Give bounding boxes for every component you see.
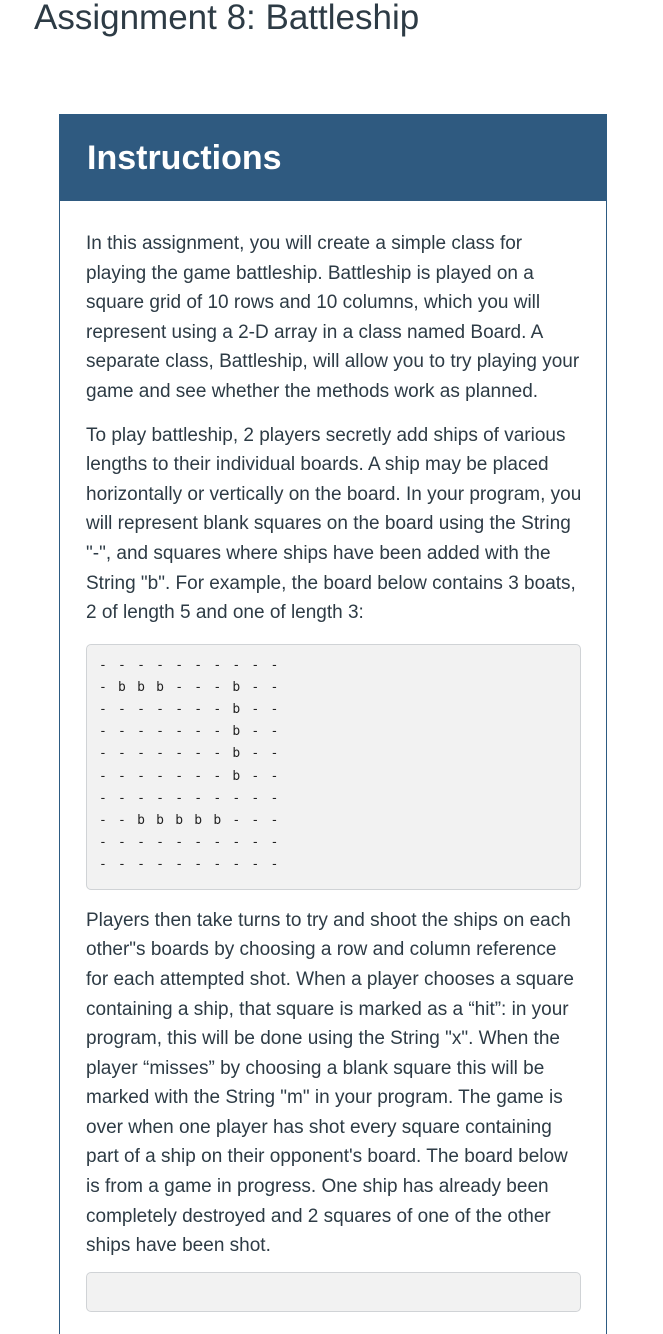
instructions-body [60,201,582,1261]
setup-paragraph: To play battleship, 2 players secretly add ships of various lengths to their individual boards. A ship may be placed horizontally or vertically on the board. In your program, you will represent blank squares on the board using the String "-", and squares where ships have been added with the String "b". For example, the board below contains 3 boats, 2 of length 5 and one of length 3: [86,424,582,624]
board-row: - - b b b b b - - - [99,813,281,829]
instructions-heading: Instructions [87,139,282,177]
gameplay-paragraph: Players then take turns to try and shoot the ships on each other"s boards by choosing a row and column reference for each attempted shot. When a player chooses a square containing a ship, that square is marked as a “hit”: in your program, this will be done using the String "x". When the player “misses” by choosing a blank square this will be marked with the String "m" in your program. The game is over when one player has shot every square containing part of a ship on their opponent's board. The board below is from a game in progress. One ship has already been completely destroyed and 2 squares of one of the other ships have been shot. [86,909,574,1257]
board-row: - - - - - - - - - - [99,857,281,873]
board-row: - - - - - - - b - - [99,768,281,784]
board-row: - - - - - - - - - - [99,835,281,851]
board-row: - b b b - - - b - - [99,679,281,695]
board-row: - - - - - - - b - - [99,746,281,762]
board-row: - - - - - - - b - - [99,702,281,718]
page-title: Assignment 8: Battleship [34,0,420,37]
instructions-header [60,115,606,201]
intro-paragraph: In this assignment, you will create a simple class for playing the game battleship. Battleship is played on a square grid of 10 rows and 10 columns, which you will represent using a 2-D array in a class named Board. A separate class, Battleship, will allow you to try playing your game and see whether the methods work as planned. [86,233,580,402]
board-row: - - - - - - - b - - [99,724,281,740]
board-in-progress-code-block [86,1272,581,1312]
instructions-panel [59,114,607,1334]
board-example-code-block [86,644,581,890]
board-row: - - - - - - - - - - [99,657,281,673]
board-row: - - - - - - - - - - [99,790,281,806]
